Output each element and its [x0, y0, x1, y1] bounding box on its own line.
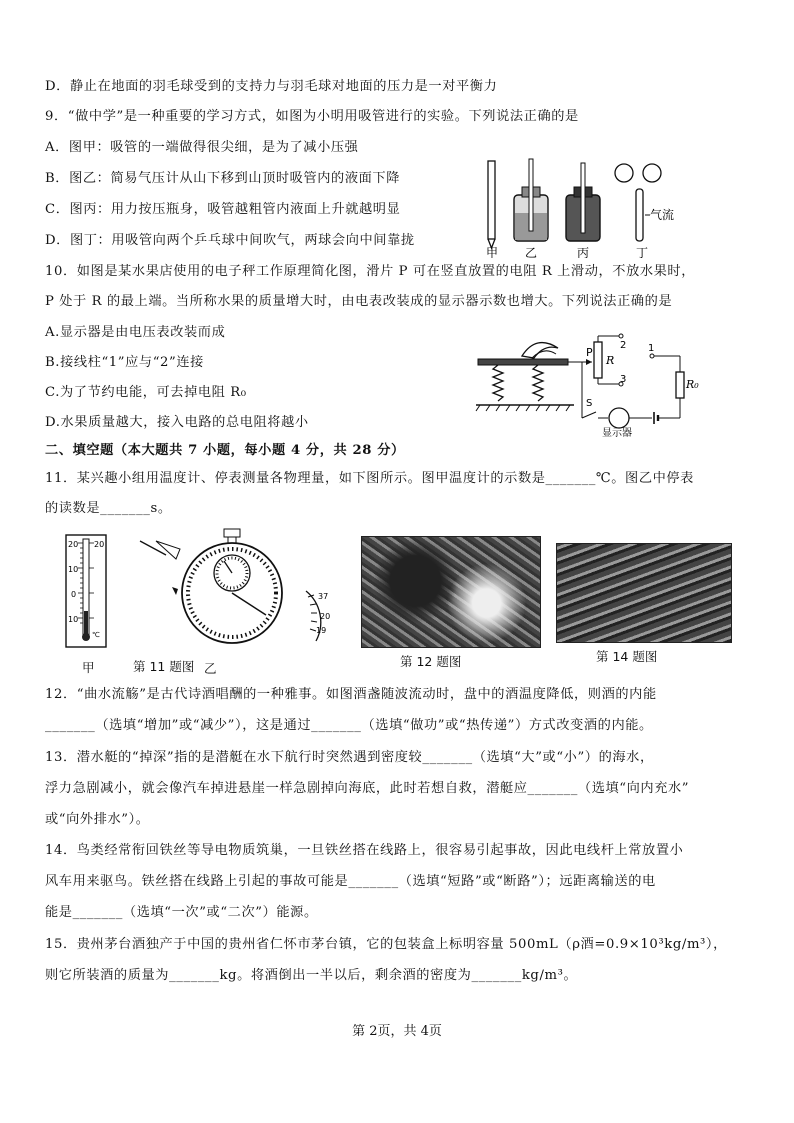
q11-stopwatch-figure: [138, 527, 348, 653]
q8-option-d: D．静止在地面的羽毛球受到的支持力与羽毛球对地面的压力是一对平衡力: [45, 79, 498, 94]
q9-option-b: B．图乙：简易气压计从山下移到山顶时吸管内的液面下降: [45, 171, 400, 186]
q10-label-1: 1: [648, 343, 655, 354]
caption-q11-jia: 甲: [82, 660, 95, 675]
stopwatch-tick-37: 37: [318, 592, 329, 601]
q15-line2: 则它所装酒的质量为_______kg。将酒倒出一半以后，剩余酒的密度为_______kg/m³。: [45, 968, 578, 983]
q14-line1: 14．鸟类经常衔回铁丝等导电物质筑巢，一旦铁丝搭在线路上，很容易引起事故，因此电线杆上常放置小: [45, 843, 684, 858]
q10-stem-line2: P 处于 R 的最上端。当所称水果的质量增大时，由电表改装成的显示器示数也增大。下列说法正确的是: [45, 294, 673, 309]
q9-option-d: D．图丁：用吸管向两个乒乓球中间吹气，两球会向中间靠拢: [45, 233, 415, 248]
q9-option-a: A．图甲：吸管的一端做得很尖细，是为了减小压强: [45, 140, 359, 155]
q10-stem-line1: 10．如图是某水果店使用的电子秤工作原理简化图，滑片 P 可在竖直放置的电阻 R 上滑动，不放水果时，: [45, 264, 696, 279]
q12-line2: _______（选填“增加”或“减少”），这是通过_______（选填“做功”或“热传递”）方式改变酒的内能。: [45, 718, 653, 733]
q9-label-bing: 丙: [577, 246, 590, 258]
q9-airflow-label: 气流: [650, 208, 675, 222]
thermo-tick-20-top: 20: [68, 540, 79, 549]
q10-label-p: P: [586, 346, 593, 359]
q14-line3: 能是_______（选填“一次”或“二次”）能源。: [45, 905, 318, 920]
thermo-tick-0: 0: [71, 590, 77, 599]
q15-line1: 15．贵州茅台酒独产于中国的贵州省仁怀市茅台镇，它的包装盒上标明容量 500mL（ρ酒=0.9×10³kg/m³），: [45, 937, 727, 952]
q10-label-r0: R₀: [686, 378, 699, 391]
q11-thermometer-figure: [60, 533, 112, 651]
caption-q14: 第 14 题图: [596, 649, 658, 664]
q10-option-d: D.水果质量越大，接入电路的总电阻将越小: [45, 415, 309, 430]
q13-line1: 13．潜水艇的“掉深”指的是潜艇在水下航行时突然遇到密度较_______（选填“大”或“小”）的海水，: [45, 750, 654, 765]
stopwatch-tick-19: 19: [316, 626, 327, 635]
q10-circuit-figure: [474, 326, 714, 440]
thermo-tick-20-right: 20: [94, 540, 105, 549]
caption-q11-yi: 乙: [204, 661, 217, 676]
q10-option-a: A.显示器是由电压表改装而成: [45, 325, 226, 340]
q13-line3: 或“向外排水”）。: [45, 812, 150, 827]
q9-label-yi: 乙: [525, 246, 538, 258]
q10-label-r: R: [606, 354, 615, 367]
q10-label-s: S: [586, 398, 593, 409]
q9-stem: 9．“做中学”是一种重要的学习方式，如图为小明用吸管进行的实验。下列说法正确的是: [45, 109, 579, 124]
thermo-tick-10-bottom: 10: [68, 615, 79, 624]
q14-line2: 风车用来驱鸟。铁丝搭在线路上引起的事故可能是_______（选填“短路”或“断路”）；远距离输送的电: [45, 874, 656, 889]
section-heading-fill-blank: 二、填空题（本大题共 7 小题，每小题 4 分，共 28 分）: [45, 443, 405, 458]
q10-option-b: B.接线柱“1”应与“2”连接: [45, 355, 204, 370]
q11-line2: 的读数是_______s。: [45, 501, 172, 516]
caption-q11: 第 11 题图: [133, 659, 195, 674]
q11-line1: 11．某兴趣小组用温度计、停表测量各物理量，如下图所示。图甲温度计的示数是_______℃。图乙中停表: [45, 471, 694, 486]
stopwatch-tick-20: 20: [320, 612, 331, 621]
q14-photo: [556, 543, 732, 643]
thermo-tick-10-top: 10: [68, 565, 79, 574]
q9-label-jia: 甲: [486, 246, 499, 258]
thermo-unit: ℃: [92, 631, 100, 639]
q13-line2: 浮力急剧减小，就会像汽车掉进悬崖一样急剧掉向海底，此时若想自救，潜艇应_______（选填“向内充水”: [45, 781, 690, 796]
q10-option-c: C.为了节约电能，可去掉电阻 R₀: [45, 385, 247, 400]
q12-line1: 12．“曲水流觞”是古代诗酒唱酬的一种雅事。如图酒盏随波流动时，盘中的酒温度降低，则酒的内能: [45, 687, 657, 702]
page-footer: 第 2页，共 4页: [352, 1024, 442, 1039]
q10-label-3: 3: [620, 374, 627, 385]
q10-label-2: 2: [620, 340, 627, 351]
q12-photo: [361, 536, 541, 648]
q9-option-c: C．图丙：用力按压瓶身，吸管越粗管内液面上升就越明显: [45, 202, 401, 217]
q10-label-display: 显示器: [602, 428, 632, 439]
caption-q12: 第 12 题图: [400, 654, 462, 669]
q9-label-ding: 丁: [636, 246, 649, 258]
q9-straw-figure: [478, 153, 708, 258]
